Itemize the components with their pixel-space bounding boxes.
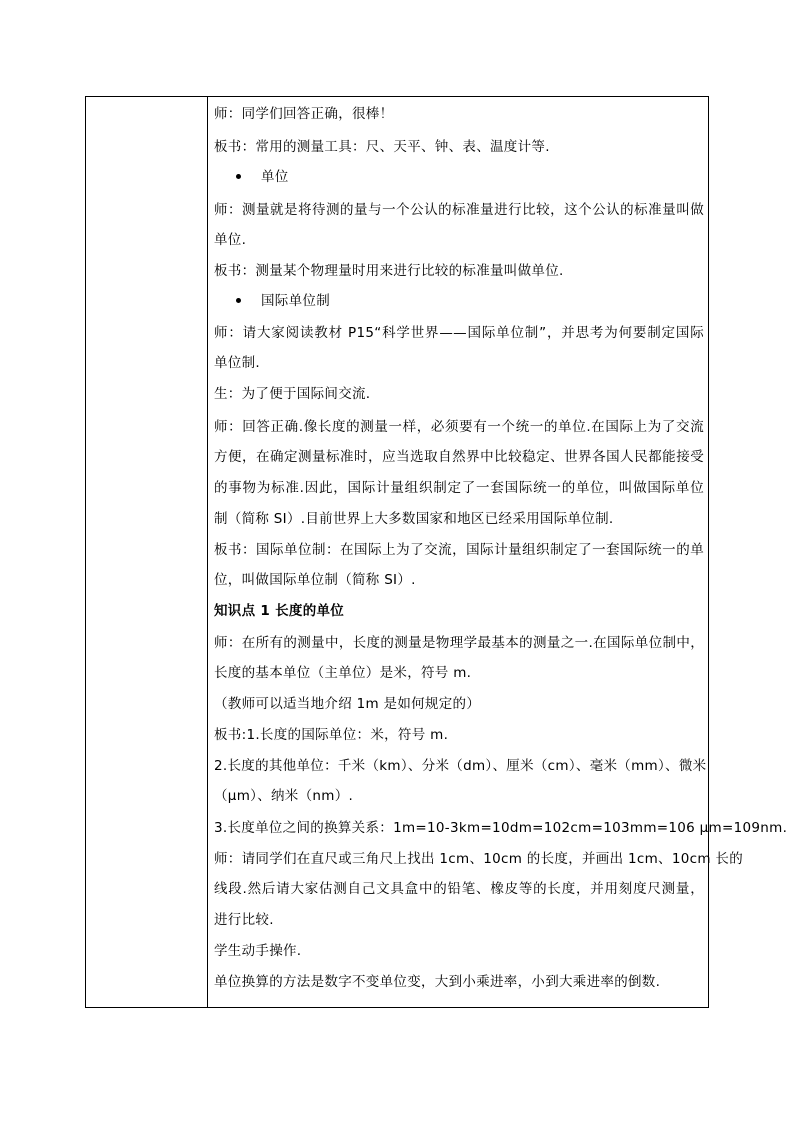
text-line: 师：请同学们在直尺或三角尺上找出 1cm、10cm 的长度，并画出 1cm、10cm 长的 <box>214 851 743 867</box>
text-line: 单位换算的方法是数字不变单位变，大到小乘进率，小到大乘进率的倒数. <box>214 974 661 990</box>
text-line: 板书：常用的测量工具：尺、天平、钟、表、温度计等. <box>214 139 550 155</box>
text-line: 师：同学们回答正确，很棒！ <box>214 106 394 122</box>
lesson-table <box>85 96 788 1008</box>
text-line: 板书:1.长度的国际单位：米，符号 m. <box>214 727 449 743</box>
text-line: 的事物为标准.因此，国际计量组织制定了一套国际统一的单位，叫做国际单位 <box>214 480 704 496</box>
text-line: （教师可以适当地介绍 1m 是如何规定的） <box>214 696 481 712</box>
bullet-text: 单位 <box>261 169 289 185</box>
bullet-text: 国际单位制 <box>261 293 330 309</box>
text-line: 2.长度的其他单位：千米（km）、分米（dm）、厘米（cm）、毫米（mm）、微米 <box>214 758 707 774</box>
text-line: 板书：国际单位制：在国际上为了交流，国际计量组织制定了一套国际统一的单 <box>214 542 704 558</box>
text-line: 板书：测量某个物理量时用来进行比较的标准量叫做单位. <box>214 263 564 279</box>
text-line: （μm）、纳米（nm）. <box>214 788 354 804</box>
bullet-dot-icon <box>236 174 241 179</box>
text-line: 位，叫做国际单位制（简称 SI）. <box>214 572 416 588</box>
text-line: 师：测量就是将待测的量与一个公认的标准量进行比较，这个公认的标准量叫做 <box>214 202 704 218</box>
bullet-heading-si <box>236 288 696 314</box>
text-line: 师：请大家阅读教材 P15“科学世界——国际单位制”，并思考为何要制定国际 <box>214 325 704 341</box>
text-line: 师：回答正确.像长度的测量一样，必须要有一个统一的单位.在国际上为了交流 <box>214 419 704 435</box>
text-line: 方便，在确定测量标准时，应当选取自然界中比较稳定、世界各国人民都能接受 <box>214 449 704 465</box>
text-line: 单位. <box>214 232 247 248</box>
section-heading: 知识点 1 长度的单位 <box>214 603 345 619</box>
bullet-heading-unit <box>236 164 696 190</box>
text-line: 长度的基本单位（主单位）是米，符号 m. <box>214 665 472 681</box>
text-line: 3.长度单位之间的换算关系：1m=10-3km=10dm=102cm=103mm=106 μm=109nm. <box>214 820 788 836</box>
text-line: 单位制. <box>214 355 260 371</box>
text-line: 生：为了便于国际间交流. <box>214 386 371 402</box>
table-left-column <box>86 97 208 1007</box>
text-line: 线段.然后请大家估测自己文具盒中的铅笔、橡皮等的长度，并用刻度尺测量， <box>214 881 704 897</box>
table-content-cell <box>214 97 788 1007</box>
text-line: 进行比较. <box>214 912 274 928</box>
text-line: 师：在所有的测量中，长度的测量是物理学最基本的测量之一.在国际单位制中， <box>214 635 704 651</box>
bullet-dot-icon <box>236 298 241 303</box>
text-line: 制（简称 SI）.目前世界上大多数国家和地区已经采用国际单位制. <box>214 511 614 527</box>
text-line: 学生动手操作. <box>214 943 302 959</box>
